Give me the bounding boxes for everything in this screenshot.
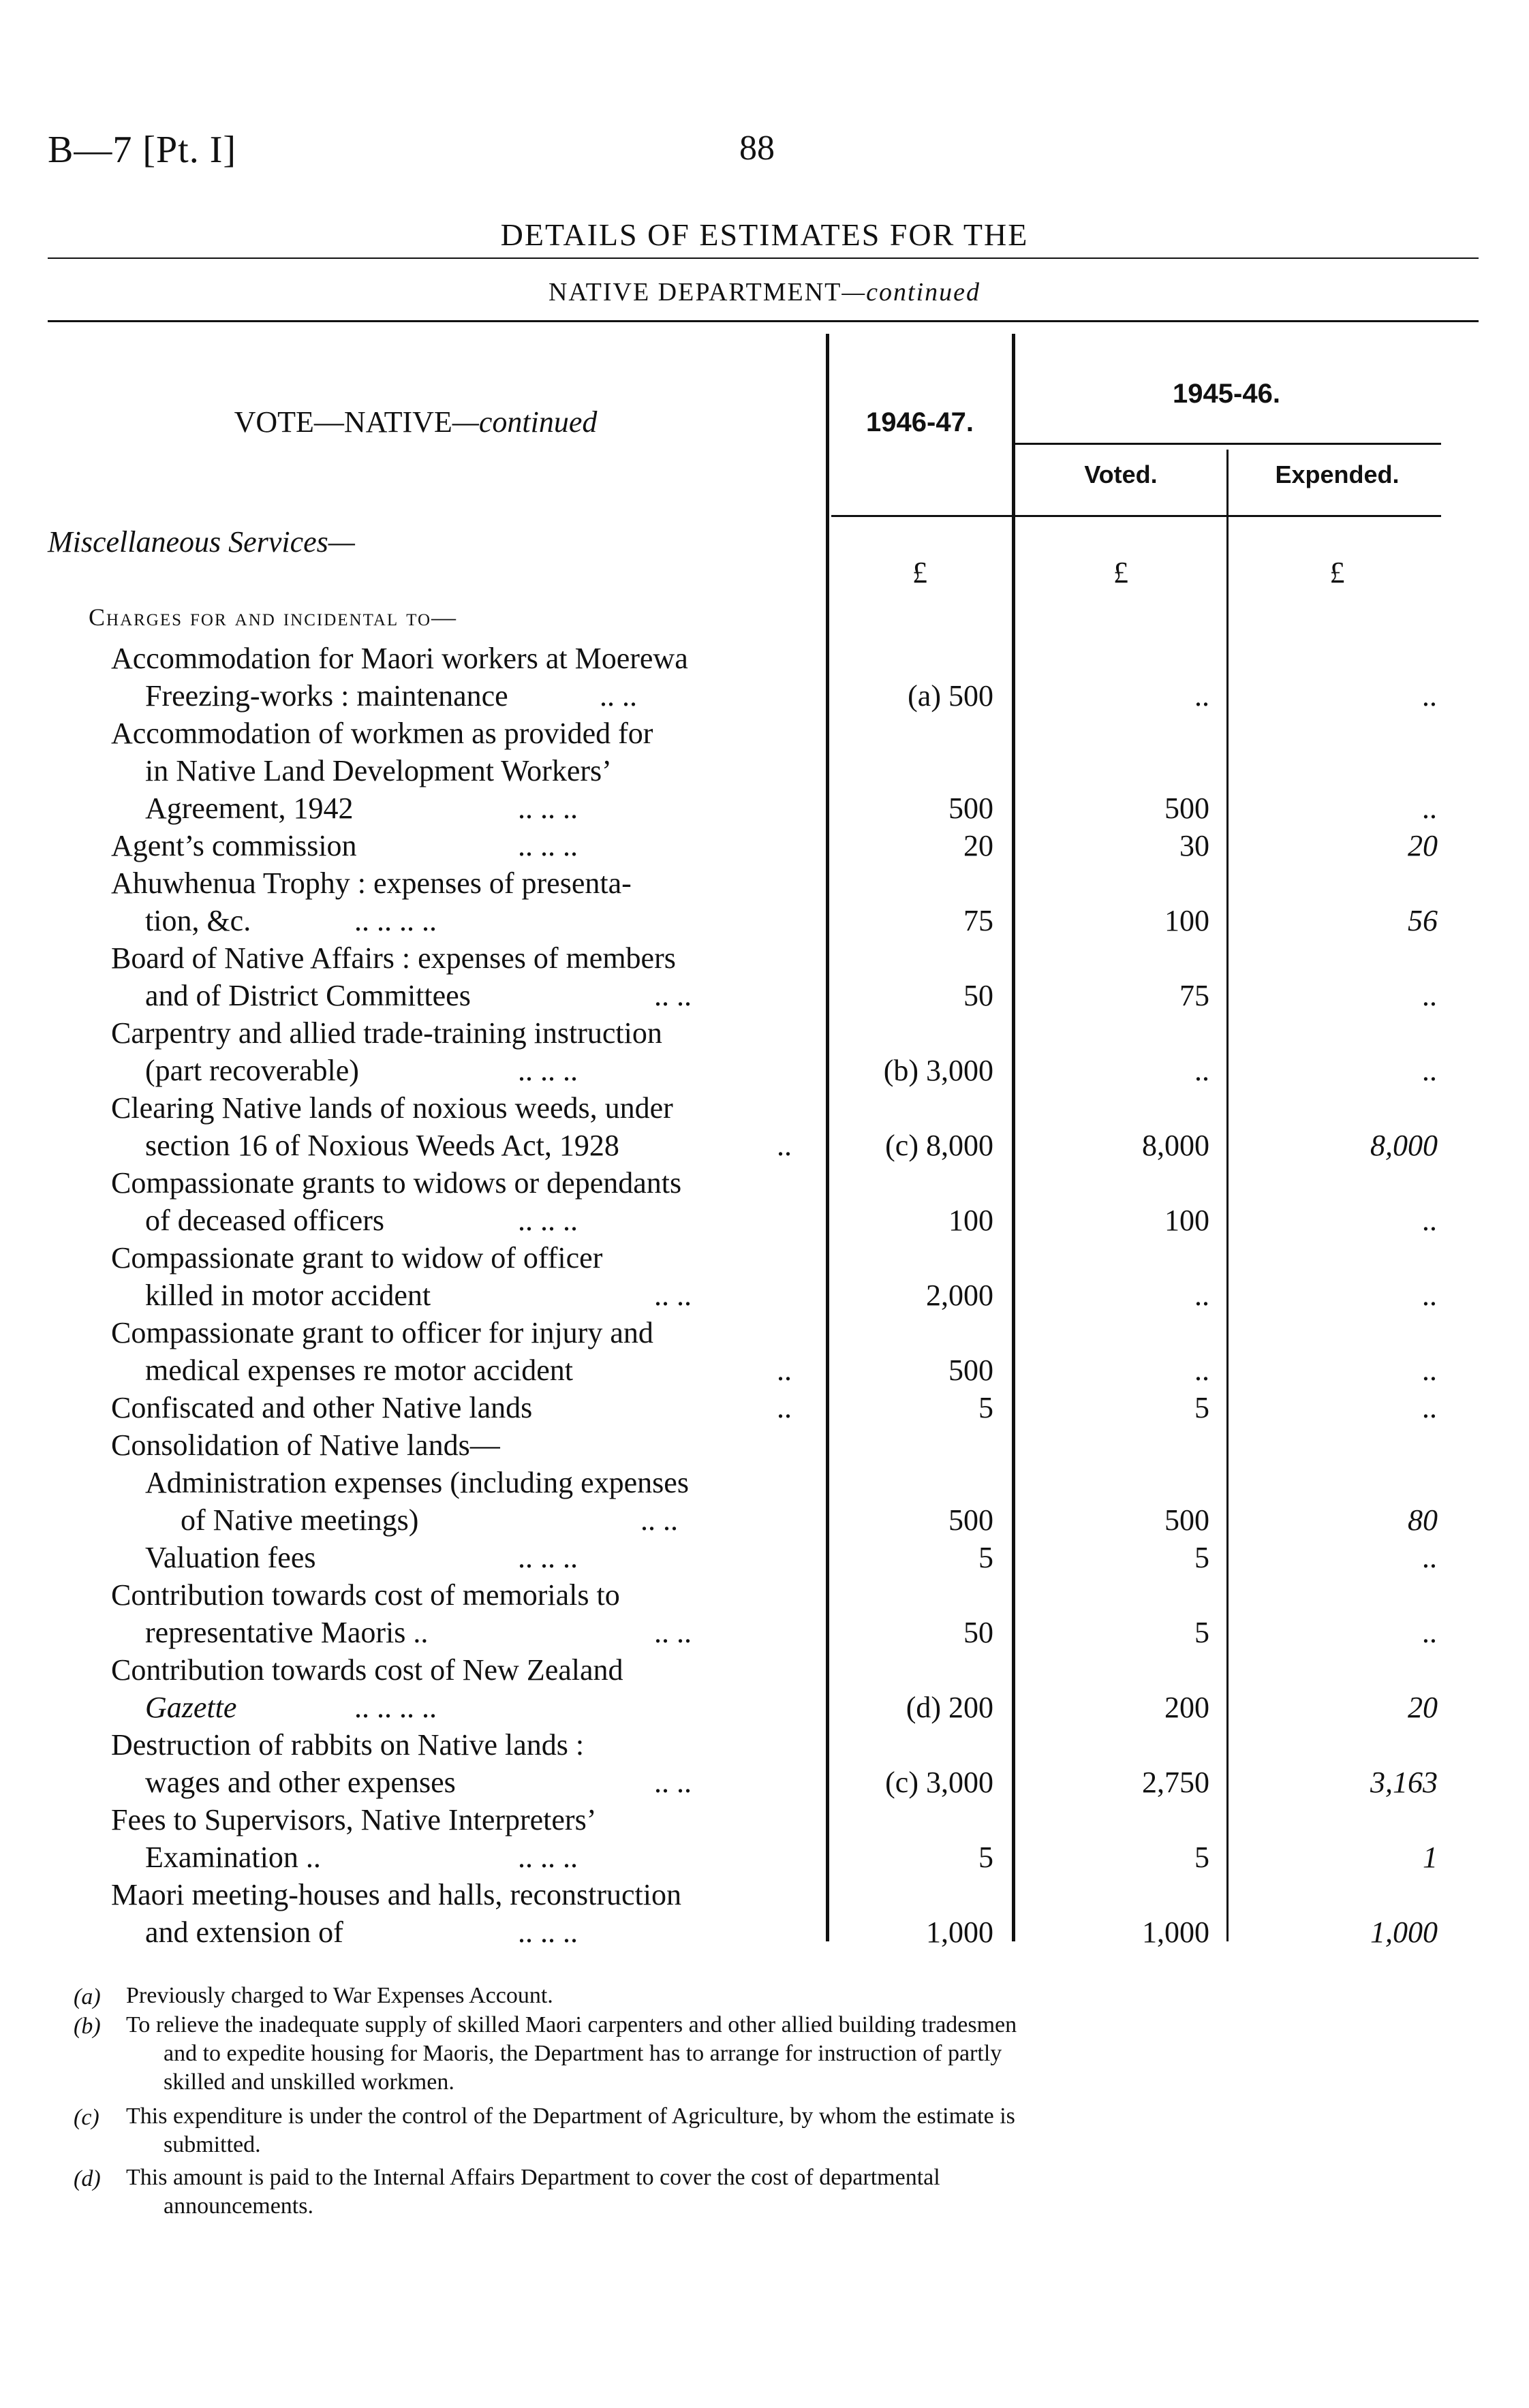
item-text: and of District Committees [145, 979, 471, 1012]
value-expended: .. [1423, 1541, 1438, 1574]
currency-symbol: £ [1113, 556, 1128, 589]
item-text: Board of Native Affairs : expenses of members [111, 941, 676, 975]
value-expended: .. [1423, 1054, 1438, 1087]
leader-dots: .. .. .. .. [354, 1691, 437, 1724]
value-voted: 8,000 [1142, 1129, 1209, 1162]
footnote-mark: (b) [74, 2014, 101, 2039]
footnote-text: Previously charged to War Expenses Account. [126, 1983, 553, 2008]
value-voted: 500 [1164, 1503, 1209, 1537]
leader-dots: .. .. .. [518, 1541, 578, 1574]
item-text: Valuation fees [145, 1541, 316, 1574]
item-text: section 16 of Noxious Weeds Act, 1928 [145, 1129, 619, 1162]
currency-symbol: £ [912, 556, 927, 589]
value-1946-47: 50 [963, 979, 993, 1012]
item-text: Accommodation of workmen as provided for [111, 717, 653, 750]
item-text: Agreement, 1942 [145, 792, 354, 825]
item-text: Maori meeting-houses and halls, reconstruction [111, 1878, 682, 1911]
leader-dots: .. .. .. [518, 1916, 578, 1949]
value-voted: 5 [1194, 1391, 1209, 1424]
value-1946-47: 50 [963, 1616, 993, 1649]
leader-dots: .. .. .. [518, 1841, 578, 1874]
column-divider-right [1226, 450, 1229, 1941]
item-text: Fees to Supervisors, Native Interpreters’ [111, 1803, 597, 1836]
footnote-mark: (a) [74, 1984, 101, 2010]
document-reference: B—7 [Pt. I] [48, 129, 236, 171]
value-1946-47: (c) 8,000 [885, 1129, 993, 1162]
leader-dots: .. .. .. [518, 1204, 578, 1237]
item-text: Accommodation for Maori workers at Moerewa [111, 642, 688, 675]
leader-dots: .. .. .. .. [354, 904, 437, 937]
footnote-text: and to expedite housing for Maoris, the Department has to arrange for instruction of partly [164, 2041, 1002, 2066]
footnote-text: To relieve the inadequate supply of skilled Maori carpenters and other allied building tradesmen [126, 2012, 1017, 2037]
item-text: in Native Land Development Workers’ [145, 754, 612, 787]
value-expended: .. [1423, 792, 1438, 825]
value-expended: 3,163 [1370, 1766, 1438, 1799]
item-text: Confiscated and other Native lands [111, 1391, 533, 1424]
value-1946-47: 5 [978, 1391, 993, 1424]
leader-dots: .. .. [654, 1766, 692, 1799]
item-text: Carpentry and allied trade-training instruction [111, 1016, 662, 1050]
value-1946-47: 20 [963, 829, 993, 862]
footnote-text: submitted. [164, 2132, 261, 2157]
value-1946-47: 100 [948, 1204, 993, 1237]
value-voted: 5 [1194, 1616, 1209, 1649]
value-expended: .. [1423, 979, 1438, 1012]
value-expended: 20 [1408, 829, 1438, 862]
value-expended: .. [1423, 1204, 1438, 1237]
item-text: and extension of [145, 1916, 343, 1949]
leader-dots: .. [777, 1354, 792, 1387]
item-text: Contribution towards cost of New Zealand [111, 1653, 623, 1687]
footnote-text: skilled and unskilled workmen. [164, 2069, 454, 2095]
column-header-rule [831, 515, 1441, 517]
year-header-rule [1015, 443, 1441, 445]
item-text: Examination .. [145, 1841, 321, 1874]
leader-dots: .. .. .. [518, 792, 578, 825]
page-number: 88 [739, 129, 775, 168]
value-voted: 2,750 [1142, 1766, 1209, 1799]
section-heading: Miscellaneous Services— [48, 525, 355, 559]
value-voted: 1,000 [1142, 1916, 1209, 1949]
leader-dots: .. .. [654, 1616, 692, 1649]
value-1946-47: 5 [978, 1841, 993, 1874]
value-1946-47: 75 [963, 904, 993, 937]
value-voted: .. [1194, 679, 1209, 713]
item-text: Compassionate grants to widows or dependants [111, 1166, 682, 1200]
value-1946-47: 500 [948, 1503, 993, 1537]
leader-dots: .. .. [654, 979, 692, 1012]
column-expended-header: Expended. [1275, 460, 1400, 488]
value-voted: 500 [1164, 792, 1209, 825]
leader-dots: .. [777, 1129, 792, 1162]
value-voted: .. [1194, 1354, 1209, 1387]
charges-subheading: Charges for and incidental to— [89, 604, 458, 631]
leader-dots: .. .. [654, 1279, 692, 1312]
item-text: medical expenses re motor accident [145, 1354, 573, 1387]
value-expended: .. [1423, 1279, 1438, 1312]
value-voted: 75 [1179, 979, 1209, 1012]
item-text: Consolidation of Native lands— [111, 1428, 500, 1462]
value-1946-47: 5 [978, 1541, 993, 1574]
footnote-text: This amount is paid to the Internal Affairs Department to cover the cost of departmental [126, 2165, 940, 2190]
value-1946-47: 1,000 [926, 1916, 993, 1949]
item-text: Ahuwhenua Trophy : expenses of presenta- [111, 866, 632, 900]
item-text: Freezing-works : maintenance [145, 679, 508, 713]
value-expended: 1 [1423, 1841, 1438, 1874]
value-expended: .. [1423, 1391, 1438, 1424]
value-expended: 1,000 [1370, 1916, 1438, 1949]
footnote-mark: (d) [74, 2166, 101, 2191]
value-1946-47: (b) 3,000 [883, 1054, 993, 1087]
footnote-text: announcements. [164, 2193, 313, 2219]
value-voted: 200 [1164, 1691, 1209, 1724]
item-text: Destruction of rabbits on Native lands : [111, 1728, 585, 1762]
footnote-mark: (c) [74, 2105, 99, 2130]
item-text: Agent’s commission [111, 829, 357, 862]
item-text: representative Maoris .. [145, 1616, 429, 1649]
item-text: Administration expenses (including expenses [145, 1466, 689, 1499]
item-text: Compassionate grant to widow of officer [111, 1241, 603, 1275]
page-subtitle: NATIVE DEPARTMENT—continued [548, 278, 980, 307]
page-title: DETAILS OF ESTIMATES FOR THE [500, 217, 1029, 252]
item-text: Compassionate grant to officer for injury and [111, 1316, 653, 1349]
leader-dots: .. .. .. [518, 829, 578, 862]
item-text: wages and other expenses [145, 1766, 456, 1799]
value-voted: 30 [1179, 829, 1209, 862]
value-expended: 80 [1408, 1503, 1438, 1537]
title-rule [48, 257, 1479, 259]
value-expended: 56 [1408, 904, 1438, 937]
value-voted: 100 [1164, 904, 1209, 937]
value-voted: 5 [1194, 1541, 1209, 1574]
value-1946-47: (d) 200 [906, 1691, 993, 1724]
currency-symbol: £ [1329, 556, 1345, 589]
item-text: of Native meetings) [181, 1503, 419, 1537]
value-1946-47: 500 [948, 1354, 993, 1387]
leader-dots: .. [777, 1391, 792, 1424]
item-text: Contribution towards cost of memorials to [111, 1578, 620, 1612]
value-voted: 5 [1194, 1841, 1209, 1874]
value-expended: .. [1423, 679, 1438, 713]
footnote-text: This expenditure is under the control of the Department of Agriculture, by whom the estimate is [126, 2104, 1015, 2129]
leader-dots: .. .. [640, 1503, 678, 1537]
value-1946-47: (c) 3,000 [885, 1766, 993, 1799]
vote-heading: VOTE—NATIVE—continued [234, 405, 598, 439]
value-expended: 20 [1408, 1691, 1438, 1724]
value-voted: .. [1194, 1054, 1209, 1087]
column-1946-47-header: 1946-47. [866, 407, 974, 437]
item-text: of deceased officers [145, 1204, 384, 1237]
item-text: (part recoverable) [145, 1054, 359, 1087]
value-1946-47: 2,000 [926, 1279, 993, 1312]
column-voted-header: Voted. [1084, 460, 1158, 488]
value-voted: .. [1194, 1279, 1209, 1312]
item-text: killed in motor accident [145, 1279, 431, 1312]
value-expended: 8,000 [1370, 1129, 1438, 1162]
value-1946-47: (a) 500 [908, 679, 993, 713]
leader-dots: .. .. [600, 679, 637, 713]
item-text: Gazette [145, 1691, 237, 1724]
value-1946-47: 500 [948, 792, 993, 825]
column-1945-46-header: 1945-46. [1173, 379, 1280, 409]
item-text: tion, &c. [145, 904, 251, 937]
value-expended: .. [1423, 1354, 1438, 1387]
item-text: Clearing Native lands of noxious weeds, under [111, 1091, 673, 1125]
value-voted: 100 [1164, 1204, 1209, 1237]
header-rule [48, 320, 1479, 322]
leader-dots: .. .. .. [518, 1054, 578, 1087]
value-expended: .. [1423, 1616, 1438, 1649]
